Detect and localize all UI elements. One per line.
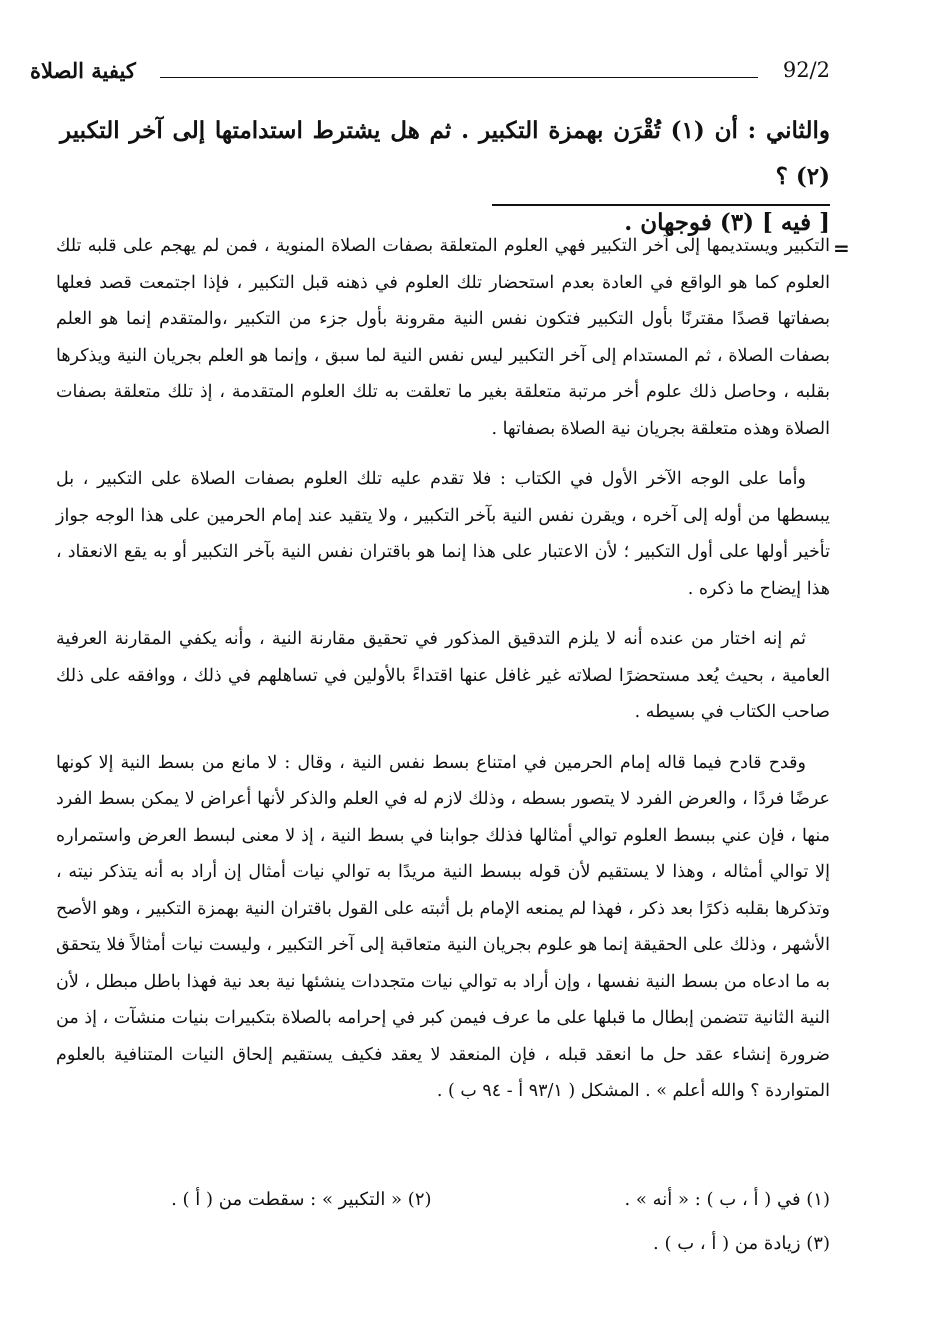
footnote-1: (١) في ( أ ، ب ) : « أنه » . <box>624 1189 830 1210</box>
main-text-line-1: والثاني : أن (١) تُقْرَن بهمزة التكبير . ثم هل يشترط استدامتها إلى آخر التكبير (٢) ؟ <box>60 117 830 190</box>
main-text <box>60 108 830 246</box>
footnote-row <box>90 1222 830 1266</box>
commentary-paragraph: وأما على الوجه الآخر الأول في الكتاب : فلا تقدم عليه تلك العلوم بصفات الصلاة على التكبير ، بل يبسطها من أوله إلى آخره ، ويقرن نفس النية بآخر التكبير ، ولا يتقيد عند إمام الحرمين على هذا الوجه جواز تأخير أولها على أول التكبير ؛ لأن الاعتبار على هذا إنما هو باقتران نفس النية بآخر التكبير أو به يقع الانعقاد ، هذا إيضاح ما ذكره . <box>56 469 830 599</box>
commentary-paragraph: التكبير ويستديمها إلى آخر التكبير فهي العلوم المتعلقة بصفات الصلاة المنوية ، فمن لم يهجم على قلبه تلك العلوم كما هو الواقع في العادة بعدم استحضار تلك العلوم في ذهنه قبل التكبير ، فإذا اجتمعت قصد فعلها بصفاتها قصدًا مقترنًا بأول التكبير فتكون نفس النية مقرونة بأول جزء من التكبير ،والمتقدم إنما هو العلم بصفات الصلاة ، ثم المستدام إلى آخر التكبير ليس نفس النية لما سبق ، وإنما هو العلم بجريان النية ويذكرها بقلبه ، وحاصل ذلك علوم أخر مرتبة متعلقة بغير ما تعلقت به تلك العلوم المتقدمة ، إذ تلك متعلقة بصفات الصلاة وهذه متعلقة بجريان نية الصلاة بصفاتها . <box>56 236 830 439</box>
continuation-mark: = <box>833 236 850 260</box>
footnote-row <box>90 1178 830 1222</box>
commentary-section <box>56 228 830 1124</box>
footnote-2: (٢) « التكبير » : سقطت من ( أ ) . <box>171 1189 432 1210</box>
commentary-paragraph: وقدح قادح فيما قاله إمام الحرمين في امتناع بسط نفس النية ، وقال : لا مانع من بسط النية إلا كونها عرضًا فردًا ، والعرض الفرد لا يتصور بسطه ، وذلك لازم له في العلم والذكر لأنها أعراض لا يمكن بسط الفرد منها ، فإن عني ببسط العلوم توالي أمثالها فذلك جوابنا في بسط النية ، إذ لا معنى لبسط العرض واستمراره إلا توالي أمثاله ، وهذا لا يستقيم لأن قوله ببسط النية مريدًا به توالي نيات أمثال إن أراد به أنه يتذكر نيته ، وتذكرها بقلبه ذكرًا بعد ذكر ، فهذا لم يمنعه الإمام بل أثبته على القول باقتران النية بهمزة التكبير ، وهو الأصح الأشهر ، وذلك على الحقيقة إنما هو علوم بجريان النية متعاقبة إلى آخر التكبير ، وليست نيات أمثالاً فلا يتحقق به ما ادعاه من بسط النية نفسها ، وإن أراد به توالي نيات متجددات ينشئها نية بعد نية فهذا باطل مبطل ، لأن النية الثانية تتضمن إبطال ما قبلها على ما عرف فيمن كبر في إحرامه بالصلاة بتكبيرات بنيات منشآت ، إذ من ضرورة إنشاء عقد حل ما انعقد قبله ، فإن المنعقد لا يعقد فكيف يستقيم إلحاق النيات المتنافية بالعلوم المتواردة ؟ والله أعلم » . المشكل ( ٩٣/١ أ - ٩٤ ب ) . <box>56 752 830 1101</box>
main-text-separator <box>492 204 830 206</box>
footnote-3: (٣) زيادة من ( أ ، ب ) . <box>653 1233 830 1254</box>
page-number: 92/2 <box>782 58 830 82</box>
running-title: كيفية الصلاة <box>30 58 136 83</box>
page-header <box>30 52 830 88</box>
header-rule <box>160 77 758 78</box>
footnotes <box>90 1178 830 1266</box>
commentary-paragraph: ثم إنه اختار من عنده أنه لا يلزم التدقيق المذكور في تحقيق مقارنة النية ، وأنه يكفي المقارنة العرفية العامية ، بحيث يُعد مستحضرًا لصلاته غير غافل عنها اقتداءً بالأولين في تساهلهم في ذلك ، ووافقه على ذلك صاحب الكتاب في بسيطه . <box>56 629 830 722</box>
main-text-line-2: [ فيه ] (٣) فوجهان . <box>624 209 830 236</box>
